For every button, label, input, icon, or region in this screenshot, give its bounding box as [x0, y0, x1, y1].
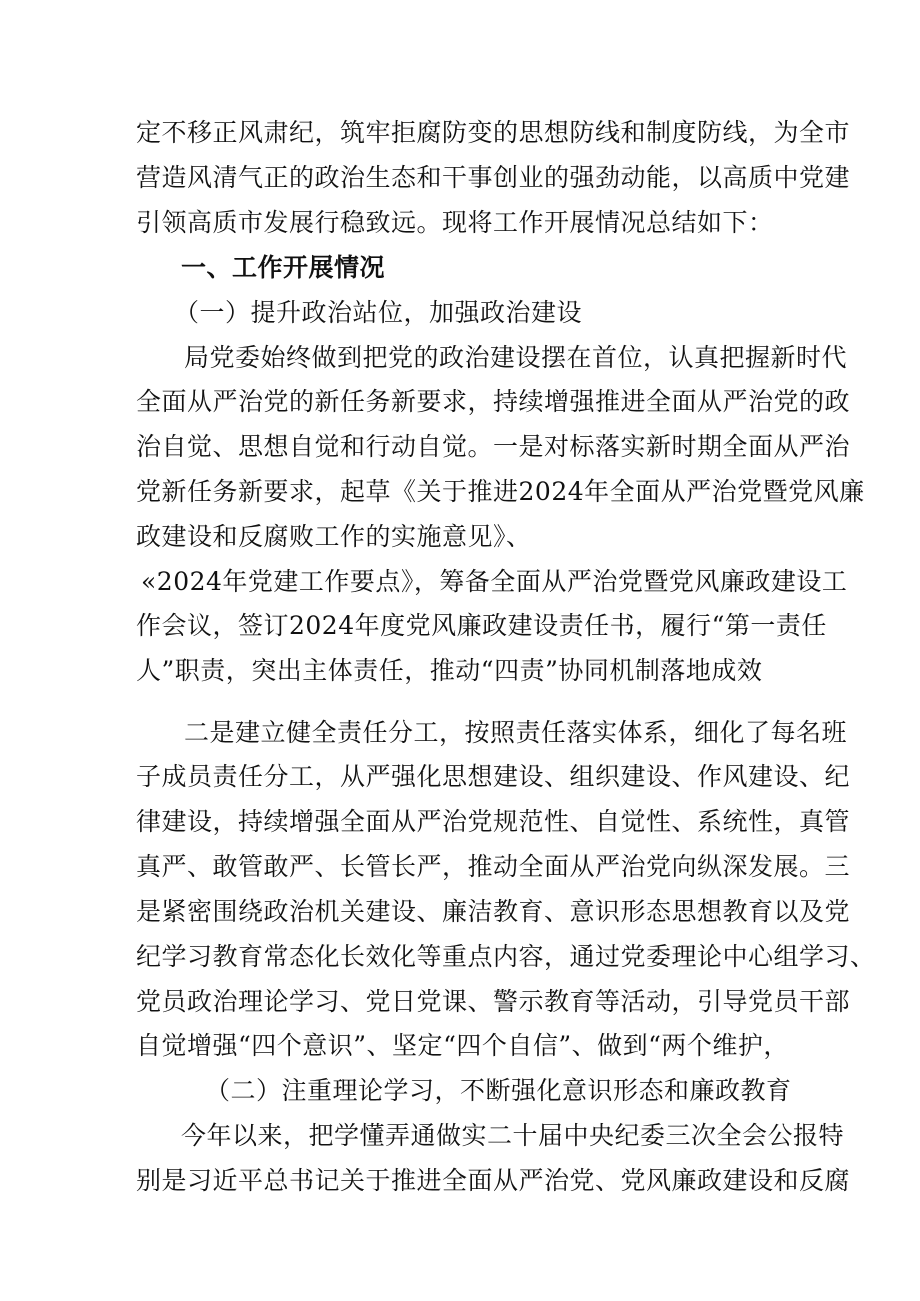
- paragraph-line-5: 全面从严治党的新任务新要求，持续增强推进全面从严治党的政: [136, 387, 851, 416]
- paragraph-line-16: 是紧密围绕政治机关建设、廉洁教育、意识形态思想教育以及党: [136, 897, 851, 926]
- paragraph-line-17: 纪学习教育常态化长效化等重点内容，通过党委理论中心组学习、: [136, 942, 876, 971]
- paragraph-line-21: 别是习近平总书记关于推进全面从严治党、党风廉政建设和反腐: [136, 1166, 851, 1195]
- paragraph-line-6: 治自觉、思想自觉和行动自觉。一是对标落实新时期全面从严治: [136, 432, 851, 461]
- paragraph-line-7: 党新任务新要求，起草《关于推进2024年全面从严治党暨党风廉: [136, 477, 865, 506]
- paragraph-line-20: 今年以来，把学懂弄通做实二十届中央纪委三次全会公报特: [181, 1121, 845, 1150]
- paragraph-line-11: 人”职责，突出主体责任，推动“四责”协同机制落地成效: [136, 656, 763, 685]
- section-heading: 一、工作开展情况: [181, 253, 386, 282]
- paragraph-line-18: 党员政治理论学习、党日党课、警示教育等活动，引导党员干部: [136, 987, 851, 1016]
- paragraph-line-3: 引领高质市发展行稳致远。现将工作开展情况总结如下：: [136, 208, 774, 237]
- paragraph-line-15: 真严、敢管敢严、长管长严，推动全面从严治党向纵深发展。三: [136, 852, 851, 881]
- paragraph-line-1: 定不移正风肃纪，筑牢拒腐防变的思想防线和制度防线，为全市: [136, 118, 851, 147]
- paragraph-line-14: 律建设，持续增强全面从严治党规范性、自觉性、系统性，真管: [136, 807, 851, 836]
- paragraph-line-8: 政建设和反腐败工作的实施意见》、: [136, 522, 532, 551]
- paragraph-line-4: 局党委始终做到把党的政治建设摆在首位，认真把握新时代: [184, 343, 848, 372]
- paragraph-line-13: 子成员责任分工，从严强化思想建设、组织建设、作风建设、纪: [136, 762, 851, 791]
- paragraph-line-10: 作会议，签订2024年度党风廉政建设责任书，履行“第一责任: [136, 611, 827, 640]
- paragraph-line-2: 营造风清气正的政治生态和干事创业的强劲动能，以高质中党建: [136, 163, 851, 192]
- paragraph-line-9: «2024年党建工作要点》，筹备全面从严治党暨党风廉政建设工: [141, 567, 848, 596]
- subsection-heading-1: （一）提升政治站位，加强政治建设: [174, 298, 583, 327]
- subsection-heading-2: （二）注重理论学习，不断强化意识形态和廉政教育: [205, 1076, 792, 1105]
- paragraph-line-12: 二是建立健全责任分工，按照责任落实体系，细化了每名班: [184, 718, 848, 747]
- paragraph-line-19: 自觉增强“四个意识”、坚定“四个自信”、做到“两个维护，: [136, 1031, 789, 1060]
